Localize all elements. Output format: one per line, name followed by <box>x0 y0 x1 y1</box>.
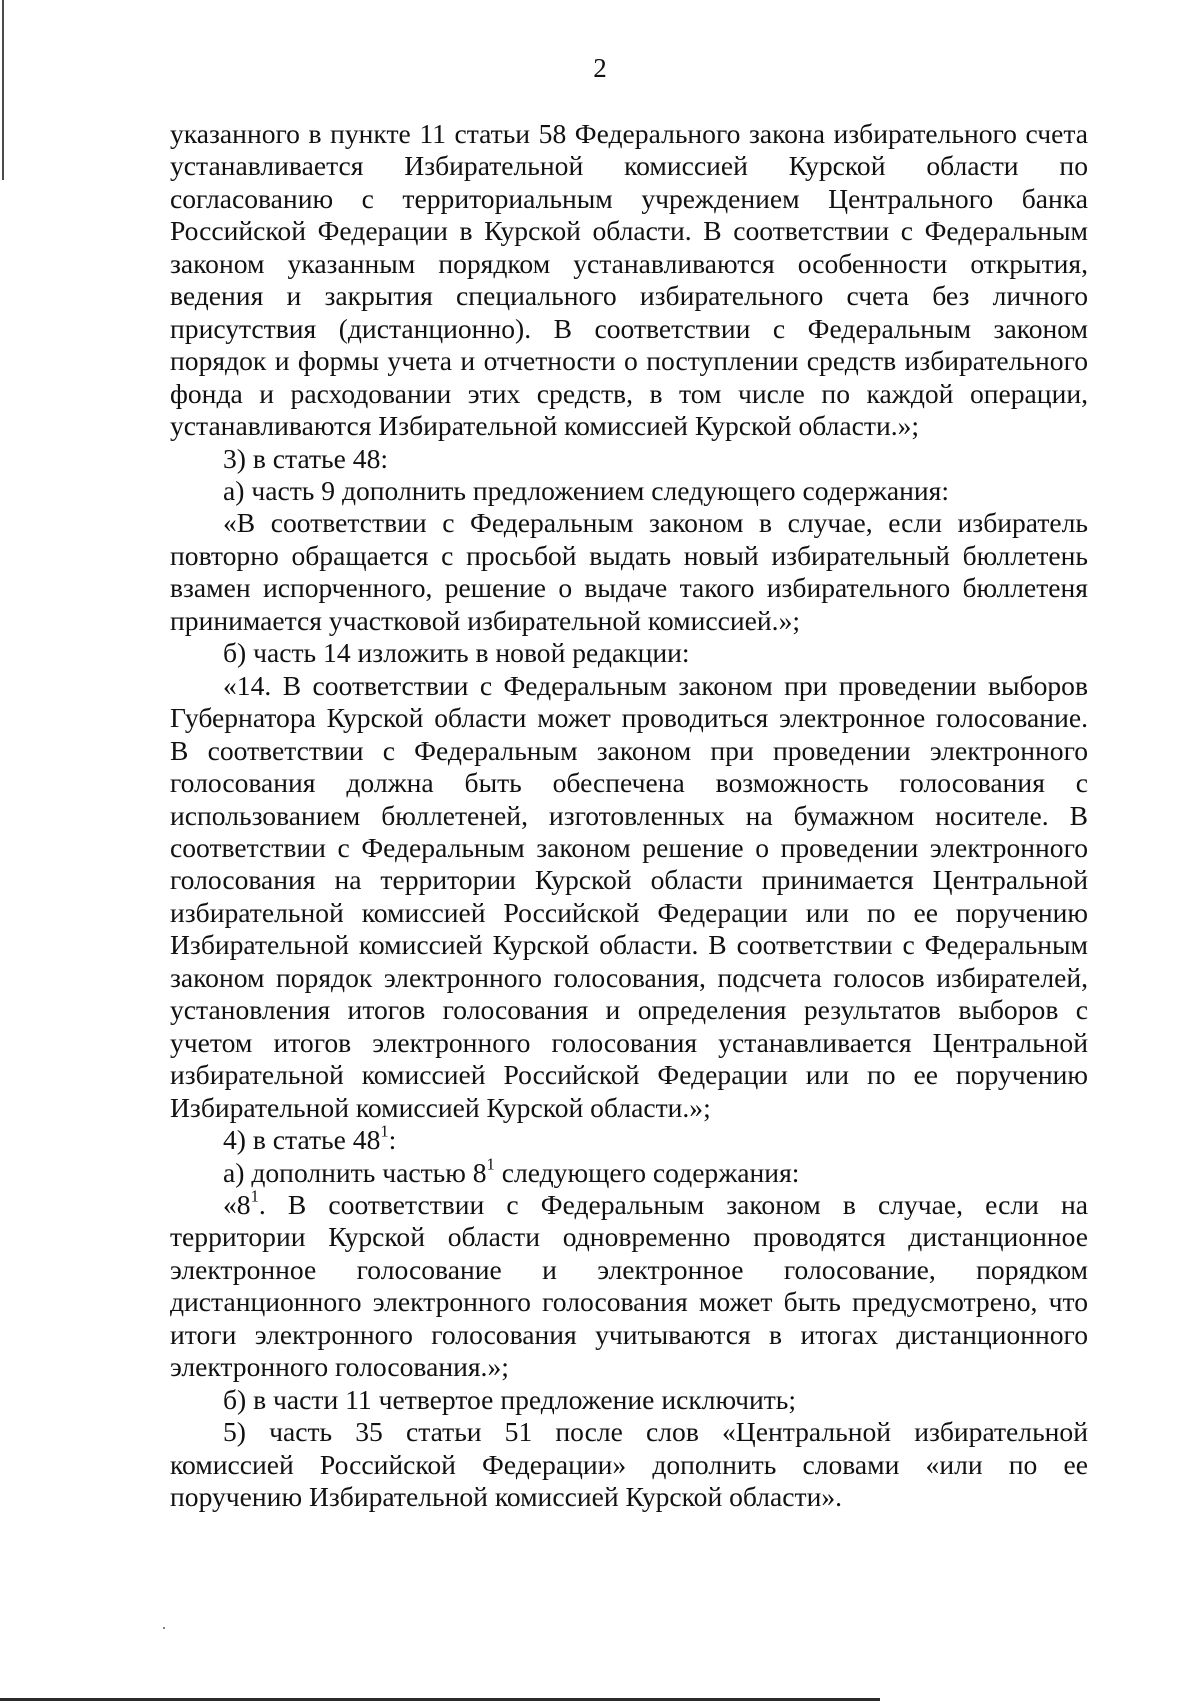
paragraph-quote-part-8-1 <box>170 1186 1088 1384</box>
document-body <box>170 118 1088 1513</box>
paragraph-quote-part-9: «В соответствии с Федеральным законом в случае, если избиратель повторно обращается с просьбой выдать новый избирательный бюллетень взамен испорченного, решение о выдаче такого избирательного бюллетеня принимается участковой избирательной комиссией.»; <box>170 507 1088 636</box>
paragraph-item-4a-tail: следующего содержания: <box>494 1156 800 1188</box>
paragraph-quote-8-1-body: . В соответствии с Федеральным законом в случае, если на территории Курской области одновременно проводятся дистанционное электронное голосование и электронное голосование, порядком дистанционного электронного голосования может быть предусмотрено, что итоги электронного голосования учитываются в итогах дистанционного электронного голосования.»; <box>170 1188 1088 1383</box>
paragraph-quote-part-14: «14. В соответствии с Федеральным законом при проведении выборов Губернатора Курской области может проводиться электронное голосование. В соответствии с Федеральным законом при проведении электронного голосования должна быть обеспечена возможность голосования с использованием бюллетеней, изготовленных на бумажном носителе. В соответствии с Федеральным законом решение о проведении электронного голосования на территории Курской области принимается Центральной избирательной комиссией Российской Федерации или по ее поручению Избирательной комиссией Курской области. В соответствии с Федеральным законом порядок электронного голосования, подсчета голосов избирателей, установления итогов голосования и определения результатов выборов с учетом итогов электронного голосования устанавливается Центральной избирательной комиссией Российской Федерации или по ее поручению Избирательной комиссией Курской области.»; <box>170 669 1088 1123</box>
paragraph-item-3a: а) часть 9 дополнить предложением следующего содержания: <box>223 474 949 506</box>
paragraph-item-4a-text: а) дополнить частью 8 <box>223 1156 487 1188</box>
superscript: 1 <box>486 1154 495 1174</box>
paragraph-item-5: 5) часть 35 статьи 51 после слов «Центральной избирательной комиссией Российской Федерации» дополнить словами «или по ее поручению Избирательной комиссией Курской области». <box>170 1416 1088 1513</box>
superscript: 1 <box>380 1121 389 1141</box>
page-number: 2 <box>593 53 607 83</box>
paragraph-item-4a <box>170 1154 1088 1189</box>
paragraph-1-continuation: указанного в пункте 11 статьи 58 Федерального закона избирательного счета устанавливается Избирательной комиссией Курской области по согласованию с территориальным учреждением Центрального банка Российской Федерации в Курской области. В соответствии с Федеральным законом указанным порядком устанавливаются особенности открытия, ведения и закрытия специального избирательного счета без личного присутствия (дистанционно). В соответствии с Федеральным законом порядок и формы учета и отчетности о поступлении средств избирательного фонда и расходовании этих средств, в том числе по каждой операции, устанавливаются Избирательной комиссией Курской области.»; <box>170 118 1088 442</box>
paragraph-item-3: 3) в статье 48: <box>223 442 389 474</box>
paragraph-item-4 <box>170 1121 1088 1156</box>
paragraph-item-4-tail: : <box>388 1124 397 1156</box>
paragraph-item-4-text: 4) в статье 48 <box>223 1124 381 1156</box>
scan-page-edge <box>2 0 4 180</box>
superscript: 1 <box>250 1186 259 1206</box>
paragraph-quote-8-1-head: «8 <box>223 1188 251 1220</box>
paragraph-item-4b: б) в части 11 четвертое предложение исключить; <box>223 1383 797 1415</box>
paragraph-item-3b: б) часть 14 изложить в новой редакции: <box>223 637 690 669</box>
scan-speck <box>163 1627 165 1629</box>
